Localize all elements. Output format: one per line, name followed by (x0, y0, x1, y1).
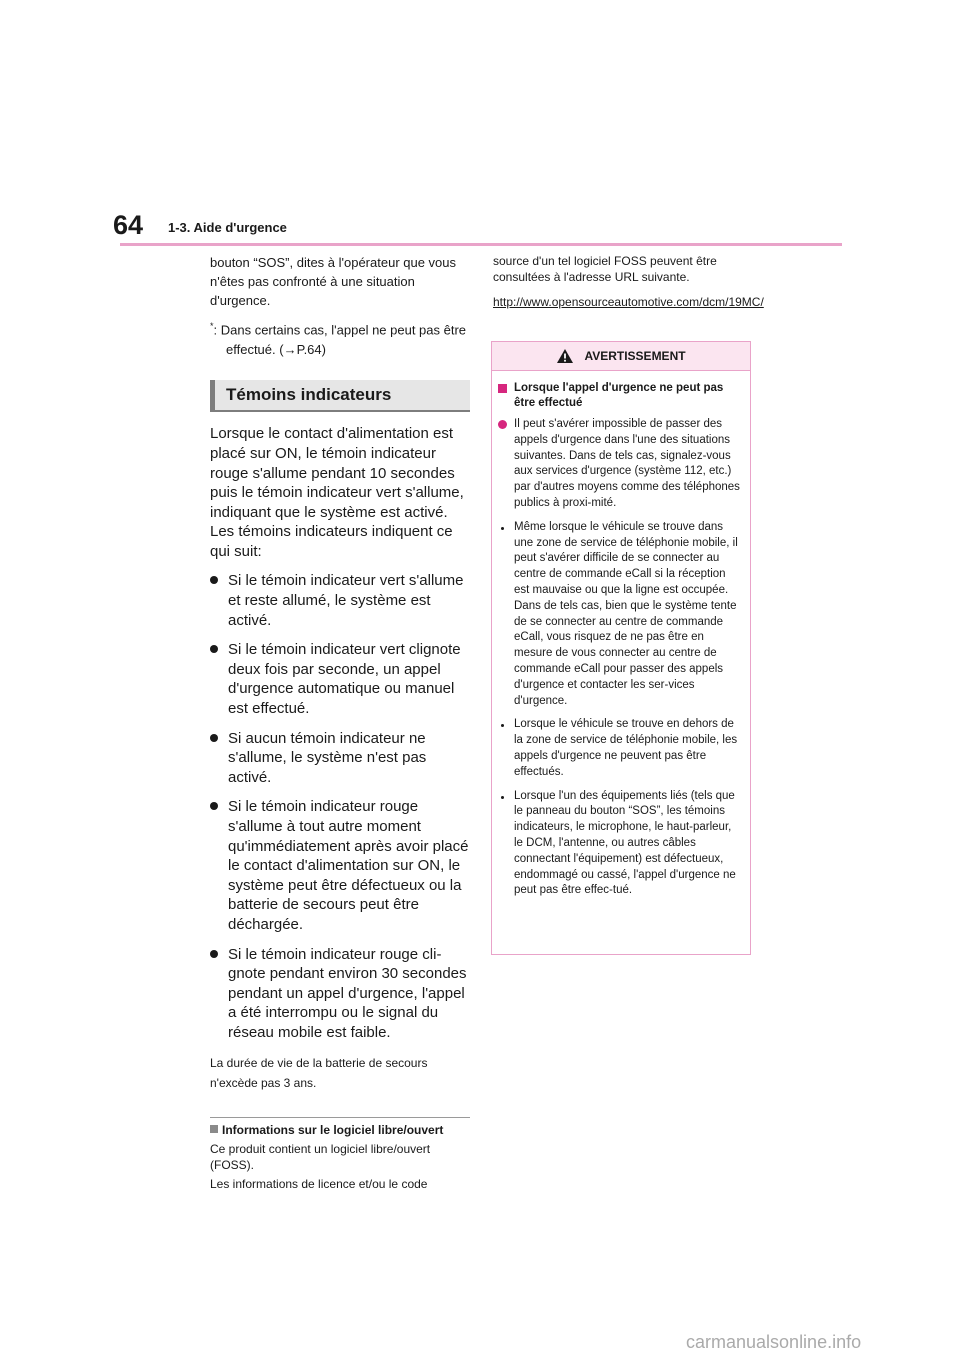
bullet-dot-icon (210, 576, 218, 584)
info-heading: Informations sur le logiciel libre/ouvert (210, 1122, 470, 1138)
bullet-dot-icon (210, 802, 218, 810)
warning-header (492, 342, 750, 371)
header-rule (120, 243, 842, 246)
foss-url-link[interactable]: http://www.opensourceautomotive.com/dcm/19MC/ (493, 295, 764, 309)
dot-bullet-icon (501, 527, 504, 530)
intro-line: d'urgence. (210, 293, 271, 308)
list-item: Si aucun témoin indicateur ne s'allume, le système n'est pas activé. (210, 729, 470, 788)
battery-note: La durée de vie de la batterie de secours n'excède pas 3 ans. (210, 1055, 428, 1090)
continuation-text: source d'un tel logiciel FOSS peuvent être consultées à l'adresse URL suivante. (493, 254, 717, 284)
warning-box (491, 341, 751, 955)
square-bullet-icon (498, 384, 507, 393)
section-heading (210, 380, 470, 412)
dot-bullet-icon (501, 724, 504, 727)
warning-item: Il peut s'avérer impossible de passer des appels d'urgence dans l'une des situations suivantes. Dans de tels cas, signalez-vous aux services d'urgence (système 112, etc.) par d'autres moyens comme des téléphones publics à proxi-mité. (498, 417, 742, 512)
warning-title: AVERTISSEMENT (584, 349, 686, 363)
bullet-dot-icon (210, 950, 218, 958)
bullet-dot-icon (210, 645, 218, 653)
right-column (493, 253, 764, 310)
dot-bullet-icon (501, 796, 504, 799)
indicator-list (210, 571, 470, 1042)
info-text: Ce produit contient un logiciel libre/ouvert (FOSS). (210, 1141, 431, 1172)
list-item: Si le témoin indicateur rouge cli-gnote pendant environ 30 secondes pendant un appel d'urgence, l'appel a été interrompu ou le signal du réseau mobile est faible. (210, 945, 470, 1043)
section-title: Témoins indicateurs (226, 385, 392, 405)
left-column (210, 253, 470, 1192)
info-text: Les informations de licence et/ou le code (210, 1176, 428, 1191)
warning-sub-item: Même lorsque le véhicule se trouve dans une zone de service de téléphonie mobile, il peut s'avérer difficile de se connecter au centre de commande eCall si la réception est mauvaise ou que la ligne est occupée. Dans de tels cas, bien que le système tente de se connecter au centre de commande eCall, vous risquez de ne pas être en mesure de vous connecter au centre de commande eCall pour passer des appels d'urgence et contacter les ser-vices d'urgence. (498, 520, 742, 710)
circle-bullet-icon (498, 420, 507, 429)
watermark: carmanualsonline.info (686, 1332, 862, 1352)
list-item: Si le témoin indicateur vert clignote deux fois par seconde, un appel d'urgence automatique ou manuel est effectué. (210, 640, 470, 718)
warning-triangle-icon (556, 348, 574, 364)
square-bullet-icon (210, 1125, 218, 1133)
warning-body (492, 371, 750, 899)
footnote-marker: * (210, 321, 214, 331)
warning-sub-item: Lorsque le véhicule se trouve en dehors de la zone de service de téléphonie mobile, les appels d'urgence ne peuvent pas être effectués. (498, 717, 742, 780)
intro-line: n'êtes pas confronté à une situation (210, 274, 415, 289)
intro-paragraph: Lorsque le contact d'alimentation est placé sur ON, le témoin indicateur rouge s'allume pendant 10 secondes puis le témoin indicateur vert s'allume, indiquant que le système est activé. Les témoins indicateurs indiquent ce qui suit: (210, 425, 464, 560)
warning-sub-item: Lorsque l'un des équipements liés (tels que le panneau du bouton “SOS”, les témoins indicateurs, le microphone, le haut-parleur, le DCM, l'antenne, ou autres câbles connectant l'équipement) est défectueux, endommagé ou cassé, l'appel d'urgence ne peut pas être effec-tué. (498, 789, 742, 900)
list-item: Si le témoin indicateur rouge s'allume à tout autre moment qu'immédiatement après avoir placé le contact d'alimentation sur ON, le système peut être défectueux ou la batterie de secours peut être déchargée. (210, 797, 470, 934)
bullet-dot-icon (210, 734, 218, 742)
page-number: 64 (113, 210, 144, 240)
footnote (210, 316, 470, 360)
intro-line: bouton “SOS”, dites à l'opérateur que vous (210, 255, 457, 270)
divider (210, 1117, 470, 1118)
footnote-text: : Dans certains cas, l'appel ne peut pas être effectué. (→P.64) (213, 322, 467, 358)
warning-heading: Lorsque l'appel d'urgence ne peut pas être effectué (498, 381, 742, 411)
list-item: Si le témoin indicateur vert s'allume et reste allumé, le système est activé. (210, 571, 470, 630)
section-label: 1-3. Aide d'urgence (168, 220, 287, 235)
